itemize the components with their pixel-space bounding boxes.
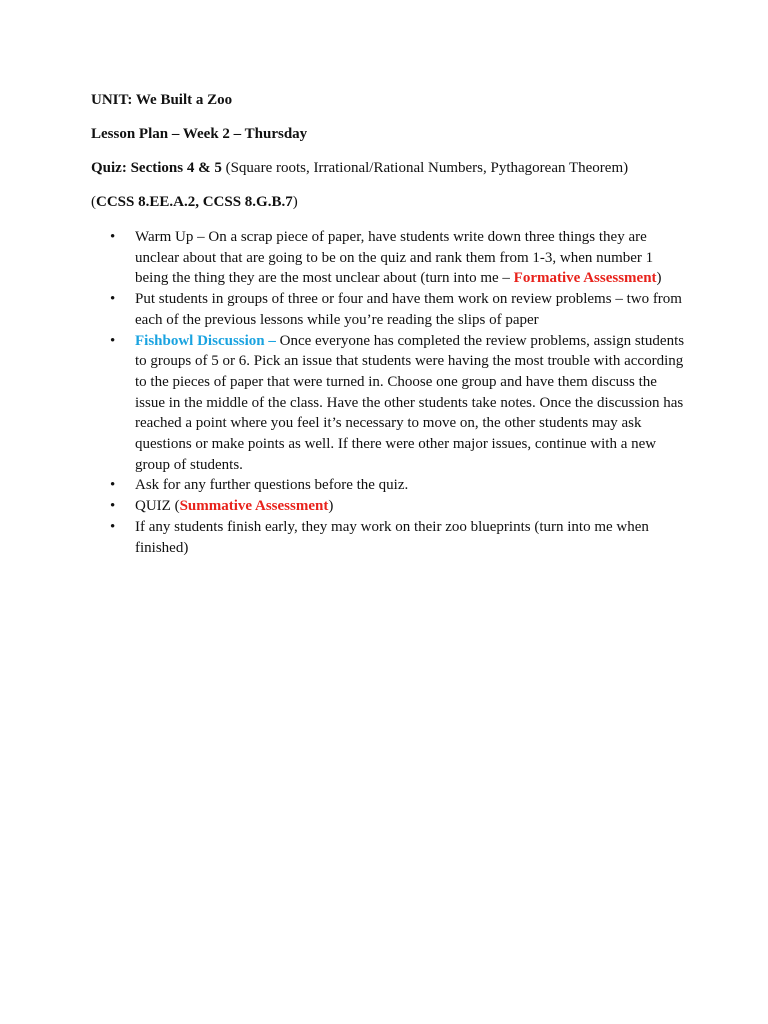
quiz-heading	[91, 160, 628, 177]
unit-label: UNIT:	[91, 92, 133, 108]
list-item-warm-up	[110, 227, 690, 289]
quiz-label: Quiz: Sections 4 & 5	[91, 160, 222, 176]
fishbowl-discussion-label: Fishbowl Discussion –	[135, 332, 276, 349]
standards-line	[91, 194, 298, 211]
list-item-quiz	[110, 496, 690, 517]
quiz-lead: QUIZ (	[135, 498, 180, 515]
formative-assessment-label: Formative Assessment	[513, 270, 657, 287]
quiz-close: )	[328, 498, 334, 515]
standards-close-paren: )	[292, 194, 298, 210]
warm-up-close: )	[656, 270, 662, 287]
unit-heading	[91, 92, 232, 109]
list-item-groups	[110, 289, 690, 330]
standards-open-paren: (	[91, 194, 96, 210]
warm-up-text: Warm Up – On a scrap piece of paper, have students write down three things they are unclear about that are going to be on the quiz and rank them from 1-3, when number 1 being the thing they are the most unclear about (turn into me –	[135, 229, 654, 287]
standards-codes: CCSS 8.EE.A.2, CCSS 8.G.B.7	[96, 194, 293, 210]
questions-text: Ask for any further questions before the quiz.	[135, 477, 409, 494]
list-item-questions	[110, 475, 690, 496]
fishbowl-text: Once everyone has completed the review problems, assign students to groups of 5 or 6. Pick an issue that students were having the most trouble with according to the pieces of paper that were turned in. Choose one group and have them discuss the issue in the middle of the class. Have the other students take notes. Once the discussion has reached a point where you feel it’s necessary to move on, the other students may ask questions or make points as well. If there were other major issues, continue with a new group of students.	[135, 332, 685, 473]
quiz-topics: (Square roots, Irrational/Rational Numbers, Pythagorean Theorem)	[221, 160, 629, 176]
activity-list	[110, 227, 690, 558]
list-item-fishbowl	[110, 331, 690, 476]
unit-title: We Built a Zoo	[132, 92, 233, 108]
lesson-plan-heading: Lesson Plan – Week 2 – Thursday	[91, 126, 308, 142]
summative-assessment-label: Summative Assessment	[179, 498, 329, 515]
groups-text: Put students in groups of three or four and have them work on review problems – two from each of the previous lessons while you’re reading the slips of paper	[135, 291, 682, 328]
list-item-blueprints	[110, 517, 690, 558]
blueprints-text: If any students finish early, they may work on their zoo blueprints (turn into me when finished)	[135, 518, 649, 556]
